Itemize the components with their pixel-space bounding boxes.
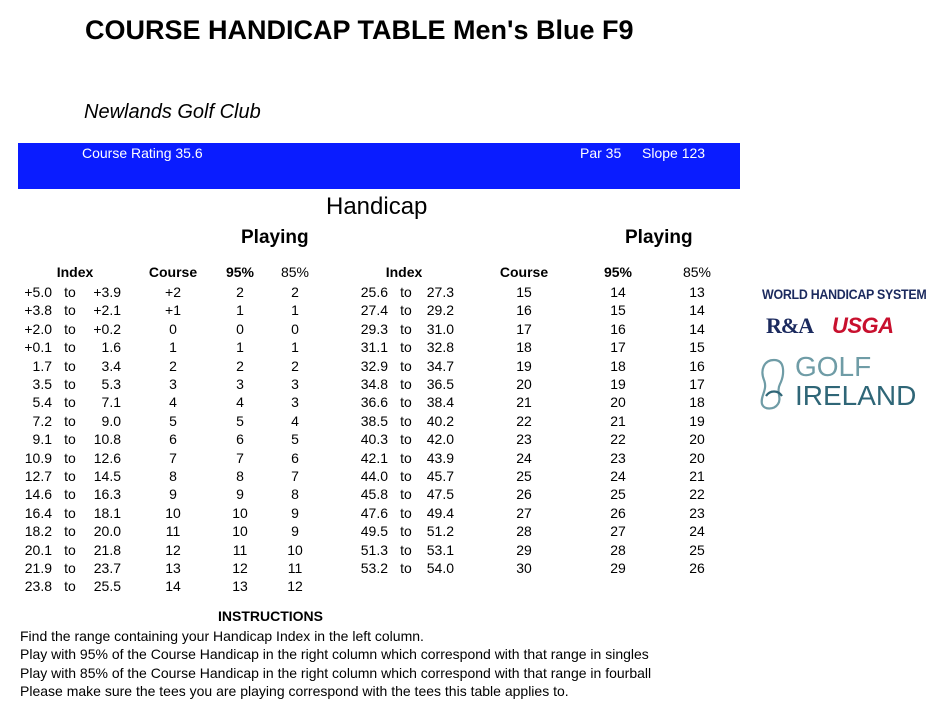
playing-95-cell: 17	[610, 339, 626, 356]
column-header-index-right: Index	[385, 264, 423, 280]
to-separator: to	[64, 376, 76, 392]
to-separator: to	[400, 284, 412, 300]
index-from-cell: 27.4	[360, 302, 388, 319]
course-handicap-cell: 0	[169, 320, 177, 337]
playing-85-cell: 1	[291, 302, 299, 319]
course-handicap-cell: 30	[516, 560, 532, 576]
column-header-85-left: 85%	[280, 264, 310, 280]
playing-85-cell: 18	[689, 394, 705, 411]
index-to-cell: 40.2	[426, 412, 454, 429]
course-handicap-cell: 21	[516, 394, 532, 411]
playing-95-cell: 24	[610, 468, 626, 484]
playing-85-cell: 13	[689, 284, 705, 300]
instruction-line: Find the range containing your Handicap Index in the left column.	[20, 628, 424, 644]
playing-85-cell: 20	[689, 431, 705, 448]
index-from-cell: 25.6	[360, 284, 388, 300]
index-to-cell: 7.1	[101, 394, 121, 411]
index-from-cell: 49.5	[360, 523, 388, 540]
index-from-cell: 38.5	[360, 412, 388, 429]
course-handicap-cell: 8	[169, 468, 177, 484]
index-from-cell: 42.1	[360, 449, 388, 466]
golf-ireland-logo-golf: GOLF	[795, 351, 872, 382]
index-from-cell: 36.6	[360, 394, 388, 411]
playing-95-cell: 22	[610, 431, 626, 448]
course-handicap-cell: 13	[165, 560, 181, 576]
index-to-cell: 25.5	[93, 578, 121, 595]
index-from-cell: 10.9	[24, 449, 52, 466]
index-from-cell: 32.9	[360, 357, 388, 374]
course-handicap-cell: 24	[516, 449, 532, 466]
to-separator: to	[400, 357, 412, 374]
playing-95-cell: 10	[232, 523, 248, 540]
playing-85-cell: 7	[291, 468, 299, 484]
index-to-cell: 29.2	[426, 302, 454, 319]
course-handicap-cell: 14	[165, 578, 181, 595]
course-handicap-cell: +1	[165, 302, 181, 319]
playing-85-cell: 23	[689, 504, 705, 521]
course-handicap-cell: 15	[516, 284, 532, 300]
index-from-cell: 51.3	[360, 541, 388, 558]
index-from-cell: 45.8	[360, 486, 388, 503]
course-handicap-cell: 29	[516, 541, 532, 558]
column-header-index-left: Index	[56, 264, 94, 280]
course-handicap-cell: 23	[516, 431, 532, 448]
index-to-cell: 47.5	[426, 486, 454, 503]
index-to-cell: 31.0	[426, 320, 454, 337]
index-from-cell: +3.8	[24, 302, 52, 319]
to-separator: to	[400, 449, 412, 466]
playing-85-cell: 22	[689, 486, 705, 503]
index-to-cell: 14.5	[93, 468, 121, 484]
index-to-cell: 32.8	[426, 339, 454, 356]
playing-95-cell: 5	[236, 412, 244, 429]
index-to-cell: 23.7	[93, 560, 121, 576]
to-separator: to	[400, 339, 412, 356]
course-handicap-cell: 27	[516, 504, 532, 521]
playing-85-cell: 24	[689, 523, 705, 540]
course-handicap-cell: 17	[516, 320, 532, 337]
index-to-cell: 10.8	[93, 431, 121, 448]
index-to-cell: 18.1	[93, 504, 121, 521]
to-separator: to	[400, 394, 412, 411]
to-separator: to	[400, 412, 412, 429]
course-handicap-cell: 1	[169, 339, 177, 356]
course-handicap-cell: 28	[516, 523, 532, 540]
playing-95-cell: 11	[232, 541, 248, 558]
playing-95-cell: 4	[236, 394, 244, 411]
to-separator: to	[64, 578, 76, 595]
playing-95-cell: 12	[232, 560, 248, 576]
playing-85-cell: 0	[291, 320, 299, 337]
course-handicap-cell: 6	[169, 431, 177, 448]
course-handicap-cell: 12	[165, 541, 181, 558]
playing-85-cell: 25	[689, 541, 705, 558]
playing-85-cell: 19	[689, 412, 705, 429]
playing-85-cell: 3	[291, 394, 299, 411]
playing-85-cell: 3	[291, 376, 299, 392]
course-handicap-cell: 18	[516, 339, 532, 356]
index-to-cell: 54.0	[426, 560, 454, 576]
playing-85-cell: 1	[291, 339, 299, 356]
playing-95-cell: 2	[236, 284, 244, 300]
index-from-cell: 40.3	[360, 431, 388, 448]
playing-85-cell: 9	[291, 504, 299, 521]
index-to-cell: 51.2	[426, 523, 454, 540]
index-to-cell: 34.7	[426, 357, 454, 374]
playing-95-cell: 1	[236, 339, 244, 356]
instructions-heading: INSTRUCTIONS	[218, 608, 323, 624]
instruction-line: Play with 85% of the Course Handicap in the right column which correspond with that range in fourball	[20, 665, 652, 681]
index-from-cell: 31.1	[360, 339, 388, 356]
to-separator: to	[64, 394, 76, 411]
index-from-cell: 21.9	[24, 560, 52, 576]
column-header-95-right: 95%	[603, 264, 633, 280]
to-separator: to	[64, 302, 76, 319]
to-separator: to	[400, 376, 412, 392]
playing-heading-right: Playing	[625, 227, 693, 248]
index-from-cell: 34.8	[360, 376, 388, 392]
playing-95-cell: 19	[610, 376, 626, 392]
to-separator: to	[400, 504, 412, 521]
index-to-cell: 21.8	[93, 541, 121, 558]
course-handicap-cell: 22	[516, 412, 532, 429]
index-from-cell: 47.6	[360, 504, 388, 521]
to-separator: to	[64, 357, 76, 374]
playing-95-cell: 13	[232, 578, 248, 595]
golf-ireland-logo-ireland: IRELAND	[795, 380, 917, 411]
playing-85-cell: 14	[689, 302, 705, 319]
par-value: Par 35	[580, 145, 622, 161]
playing-95-cell: 16	[610, 320, 626, 337]
playing-95-cell: 7	[236, 449, 244, 466]
to-separator: to	[64, 449, 76, 466]
playing-85-cell: 6	[291, 449, 299, 466]
playing-95-cell: 6	[236, 431, 244, 448]
playing-85-cell: 15	[689, 339, 705, 356]
golf-ireland-icon	[756, 356, 792, 412]
playing-85-cell: 20	[689, 449, 705, 466]
index-to-cell: 16.3	[93, 486, 121, 503]
playing-heading-left: Playing	[241, 227, 309, 248]
playing-95-cell: 29	[610, 560, 626, 576]
index-to-cell: 49.4	[426, 504, 454, 521]
to-separator: to	[64, 504, 76, 521]
index-from-cell: 3.5	[32, 376, 52, 392]
playing-95-cell: 2	[236, 357, 244, 374]
column-header-85-right: 85%	[682, 264, 712, 280]
index-from-cell: 16.4	[24, 504, 52, 521]
course-handicap-cell: +2	[165, 284, 181, 300]
index-to-cell: 20.0	[93, 523, 121, 540]
info-bar	[18, 143, 740, 189]
to-separator: to	[400, 541, 412, 558]
playing-85-cell: 14	[689, 320, 705, 337]
index-from-cell: +2.0	[24, 320, 52, 337]
course-handicap-cell: 9	[169, 486, 177, 503]
index-from-cell: +5.0	[24, 284, 52, 300]
index-from-cell: 1.7	[32, 357, 52, 374]
playing-95-cell: 27	[610, 523, 626, 540]
playing-85-cell: 16	[689, 357, 705, 374]
to-separator: to	[64, 541, 76, 558]
to-separator: to	[400, 486, 412, 503]
course-handicap-cell: 19	[516, 357, 532, 374]
index-from-cell: 14.6	[24, 486, 52, 503]
index-to-cell: +3.9	[93, 284, 121, 300]
to-separator: to	[64, 560, 76, 576]
playing-95-cell: 18	[610, 357, 626, 374]
handicap-heading: Handicap	[326, 193, 428, 220]
playing-95-cell: 20	[610, 394, 626, 411]
index-to-cell: 9.0	[101, 412, 121, 429]
index-from-cell: 29.3	[360, 320, 388, 337]
to-separator: to	[400, 560, 412, 576]
column-header-course-right: Course	[499, 264, 549, 280]
course-handicap-cell: 25	[516, 468, 532, 484]
index-from-cell: 53.2	[360, 560, 388, 576]
to-separator: to	[64, 284, 76, 300]
playing-95-cell: 9	[236, 486, 244, 503]
to-separator: to	[64, 431, 76, 448]
course-handicap-cell: 11	[165, 523, 181, 540]
index-to-cell: 53.1	[426, 541, 454, 558]
index-from-cell: 9.1	[32, 431, 52, 448]
index-to-cell: 43.9	[426, 449, 454, 466]
course-handicap-cell: 16	[516, 302, 532, 319]
playing-95-cell: 3	[236, 376, 244, 392]
playing-95-cell: 14	[610, 284, 626, 300]
playing-85-cell: 10	[287, 541, 303, 558]
column-header-course-left: Course	[148, 264, 198, 280]
index-from-cell: 23.8	[24, 578, 52, 595]
course-handicap-cell: 5	[169, 412, 177, 429]
playing-95-cell: 15	[610, 302, 626, 319]
randa-logo: R&A	[766, 313, 814, 338]
index-from-cell: 20.1	[24, 541, 52, 558]
index-to-cell: 12.6	[93, 449, 121, 466]
index-to-cell: 1.6	[101, 339, 121, 356]
to-separator: to	[64, 339, 76, 356]
index-from-cell: 18.2	[24, 523, 52, 540]
playing-85-cell: 11	[287, 560, 303, 576]
index-to-cell: 36.5	[426, 376, 454, 392]
index-to-cell: +0.2	[93, 320, 121, 337]
index-to-cell: +2.1	[93, 302, 121, 319]
playing-95-cell: 0	[236, 320, 244, 337]
playing-85-cell: 2	[291, 357, 299, 374]
index-to-cell: 38.4	[426, 394, 454, 411]
playing-95-cell: 21	[610, 412, 626, 429]
index-to-cell: 3.4	[101, 357, 121, 374]
playing-95-cell: 25	[610, 486, 626, 503]
course-handicap-cell: 3	[169, 376, 177, 392]
index-from-cell: 7.2	[32, 412, 52, 429]
playing-95-cell: 26	[610, 504, 626, 521]
index-from-cell: 5.4	[32, 394, 52, 411]
playing-95-cell: 23	[610, 449, 626, 466]
usga-logo: USGA	[832, 313, 894, 338]
to-separator: to	[64, 412, 76, 429]
to-separator: to	[400, 523, 412, 540]
club-name: Newlands Golf Club	[84, 101, 261, 123]
playing-85-cell: 26	[689, 560, 705, 576]
to-separator: to	[64, 486, 76, 503]
instruction-line: Play with 95% of the Course Handicap in the right column which correspond with that range in singles	[20, 646, 649, 662]
playing-95-cell: 8	[236, 468, 244, 484]
slope-value: Slope 123	[642, 145, 706, 161]
to-separator: to	[400, 320, 412, 337]
playing-85-cell: 5	[291, 431, 299, 448]
course-handicap-cell: 2	[169, 357, 177, 374]
index-from-cell: 12.7	[24, 468, 52, 484]
playing-85-cell: 8	[291, 486, 299, 503]
to-separator: to	[400, 468, 412, 484]
playing-85-cell: 4	[291, 412, 299, 429]
column-header-95-left: 95%	[225, 264, 255, 280]
index-from-cell: 44.0	[360, 468, 388, 484]
to-separator: to	[64, 468, 76, 484]
playing-85-cell: 17	[689, 376, 705, 392]
to-separator: to	[64, 523, 76, 540]
index-to-cell: 45.7	[426, 468, 454, 484]
course-handicap-cell: 20	[516, 376, 532, 392]
playing-85-cell: 2	[291, 284, 299, 300]
index-to-cell: 27.3	[426, 284, 454, 300]
to-separator: to	[64, 320, 76, 337]
course-handicap-cell: 10	[165, 504, 181, 521]
world-handicap-system-logo: WORLD HANDICAP SYSTEM	[762, 287, 927, 302]
to-separator: to	[400, 302, 412, 319]
index-to-cell: 42.0	[426, 431, 454, 448]
course-handicap-cell: 26	[516, 486, 532, 503]
index-from-cell: +0.1	[24, 339, 52, 356]
course-handicap-cell: 7	[169, 449, 177, 466]
course-handicap-cell: 4	[169, 394, 177, 411]
playing-95-cell: 28	[610, 541, 626, 558]
playing-95-cell: 10	[232, 504, 248, 521]
course-rating: Course Rating 35.6	[82, 145, 203, 161]
index-to-cell: 5.3	[101, 376, 121, 392]
playing-85-cell: 12	[287, 578, 303, 595]
playing-85-cell: 21	[689, 468, 705, 484]
playing-95-cell: 1	[236, 302, 244, 319]
instruction-line: Please make sure the tees you are playing correspond with the tees this table applies to.	[20, 683, 569, 699]
page-title: COURSE HANDICAP TABLE Men's Blue F9	[85, 15, 634, 45]
to-separator: to	[400, 431, 412, 448]
playing-85-cell: 9	[291, 523, 299, 540]
